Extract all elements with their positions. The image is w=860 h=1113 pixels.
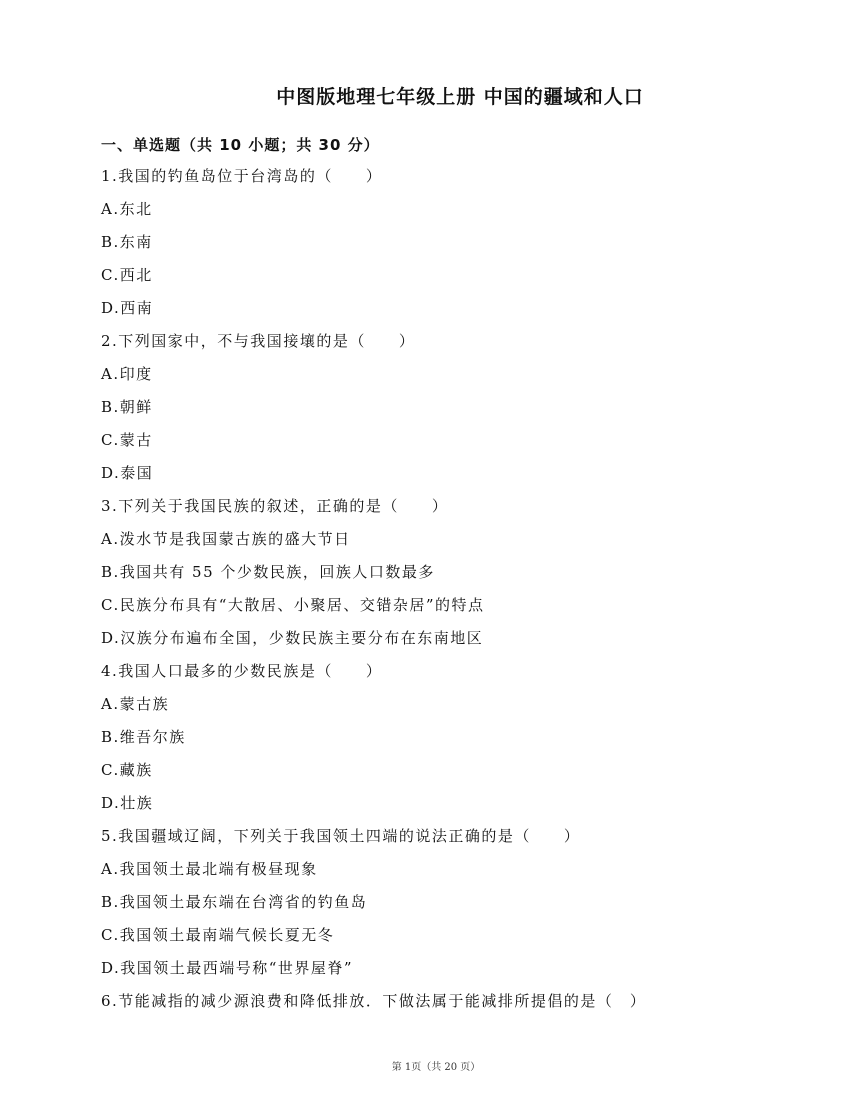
answer-option: C.民族分布具有“大散居、小聚居、交错杂居”的特点	[101, 596, 485, 614]
answer-option: D.壮族	[101, 794, 154, 812]
answer-option: D.泰国	[101, 464, 154, 482]
answer-option: D.汉族分布遍布全国，少数民族主要分布在东南地区	[101, 629, 484, 647]
answer-option: B.维吾尔族	[101, 728, 186, 746]
answer-option: A.泼水节是我国蒙古族的盛大节日	[101, 530, 351, 548]
section-heading: 一、单选题（共 10 小题；共 30 分）	[101, 136, 380, 154]
answer-option: B.东南	[101, 233, 153, 251]
document-title: 中图版地理七年级上册 中国的疆域和人口	[276, 86, 644, 108]
answer-option: C.西北	[101, 266, 153, 284]
question-stem: 1.我国的钓鱼岛位于台湾岛的（ ）	[101, 167, 383, 185]
page-footer: 第 1页（共 20 页）	[391, 1062, 481, 1073]
question-stem: 4.我国人口最多的少数民族是（ ）	[101, 662, 383, 680]
answer-option: B.朝鲜	[101, 398, 153, 416]
answer-option: A.蒙古族	[101, 695, 170, 713]
answer-option: B.我国共有 55 个少数民族，回族人口数最多	[101, 563, 435, 581]
answer-option: C.蒙古	[101, 431, 153, 449]
question-stem: 5.我国疆域辽阔，下列关于我国领土四端的说法正确的是（ ）	[101, 827, 581, 845]
answer-option: D.我国领土最西端号称“世界屋脊”	[101, 959, 354, 977]
answer-option: B.我国领土最东端在台湾省的钓鱼岛	[101, 893, 368, 911]
question-stem: 3.下列关于我国民族的叙述，正确的是（ ）	[101, 497, 449, 515]
question-list	[101, 163, 761, 1021]
answer-option: A.我国领土最北端有极昼现象	[101, 860, 318, 878]
answer-option: A.东北	[101, 200, 153, 218]
question-stem: 6.节能减指的减少源浪费和降低排放．下做法属于能减排所提倡的是（ ）	[101, 992, 647, 1010]
answer-option: A.印度	[101, 365, 153, 383]
answer-option: C.我国领土最南端气候长夏无冬	[101, 926, 335, 944]
question-stem: 2.下列国家中，不与我国接壤的是（ ）	[101, 332, 416, 350]
answer-option: D.西南	[101, 299, 154, 317]
answer-option: C.藏族	[101, 761, 153, 779]
